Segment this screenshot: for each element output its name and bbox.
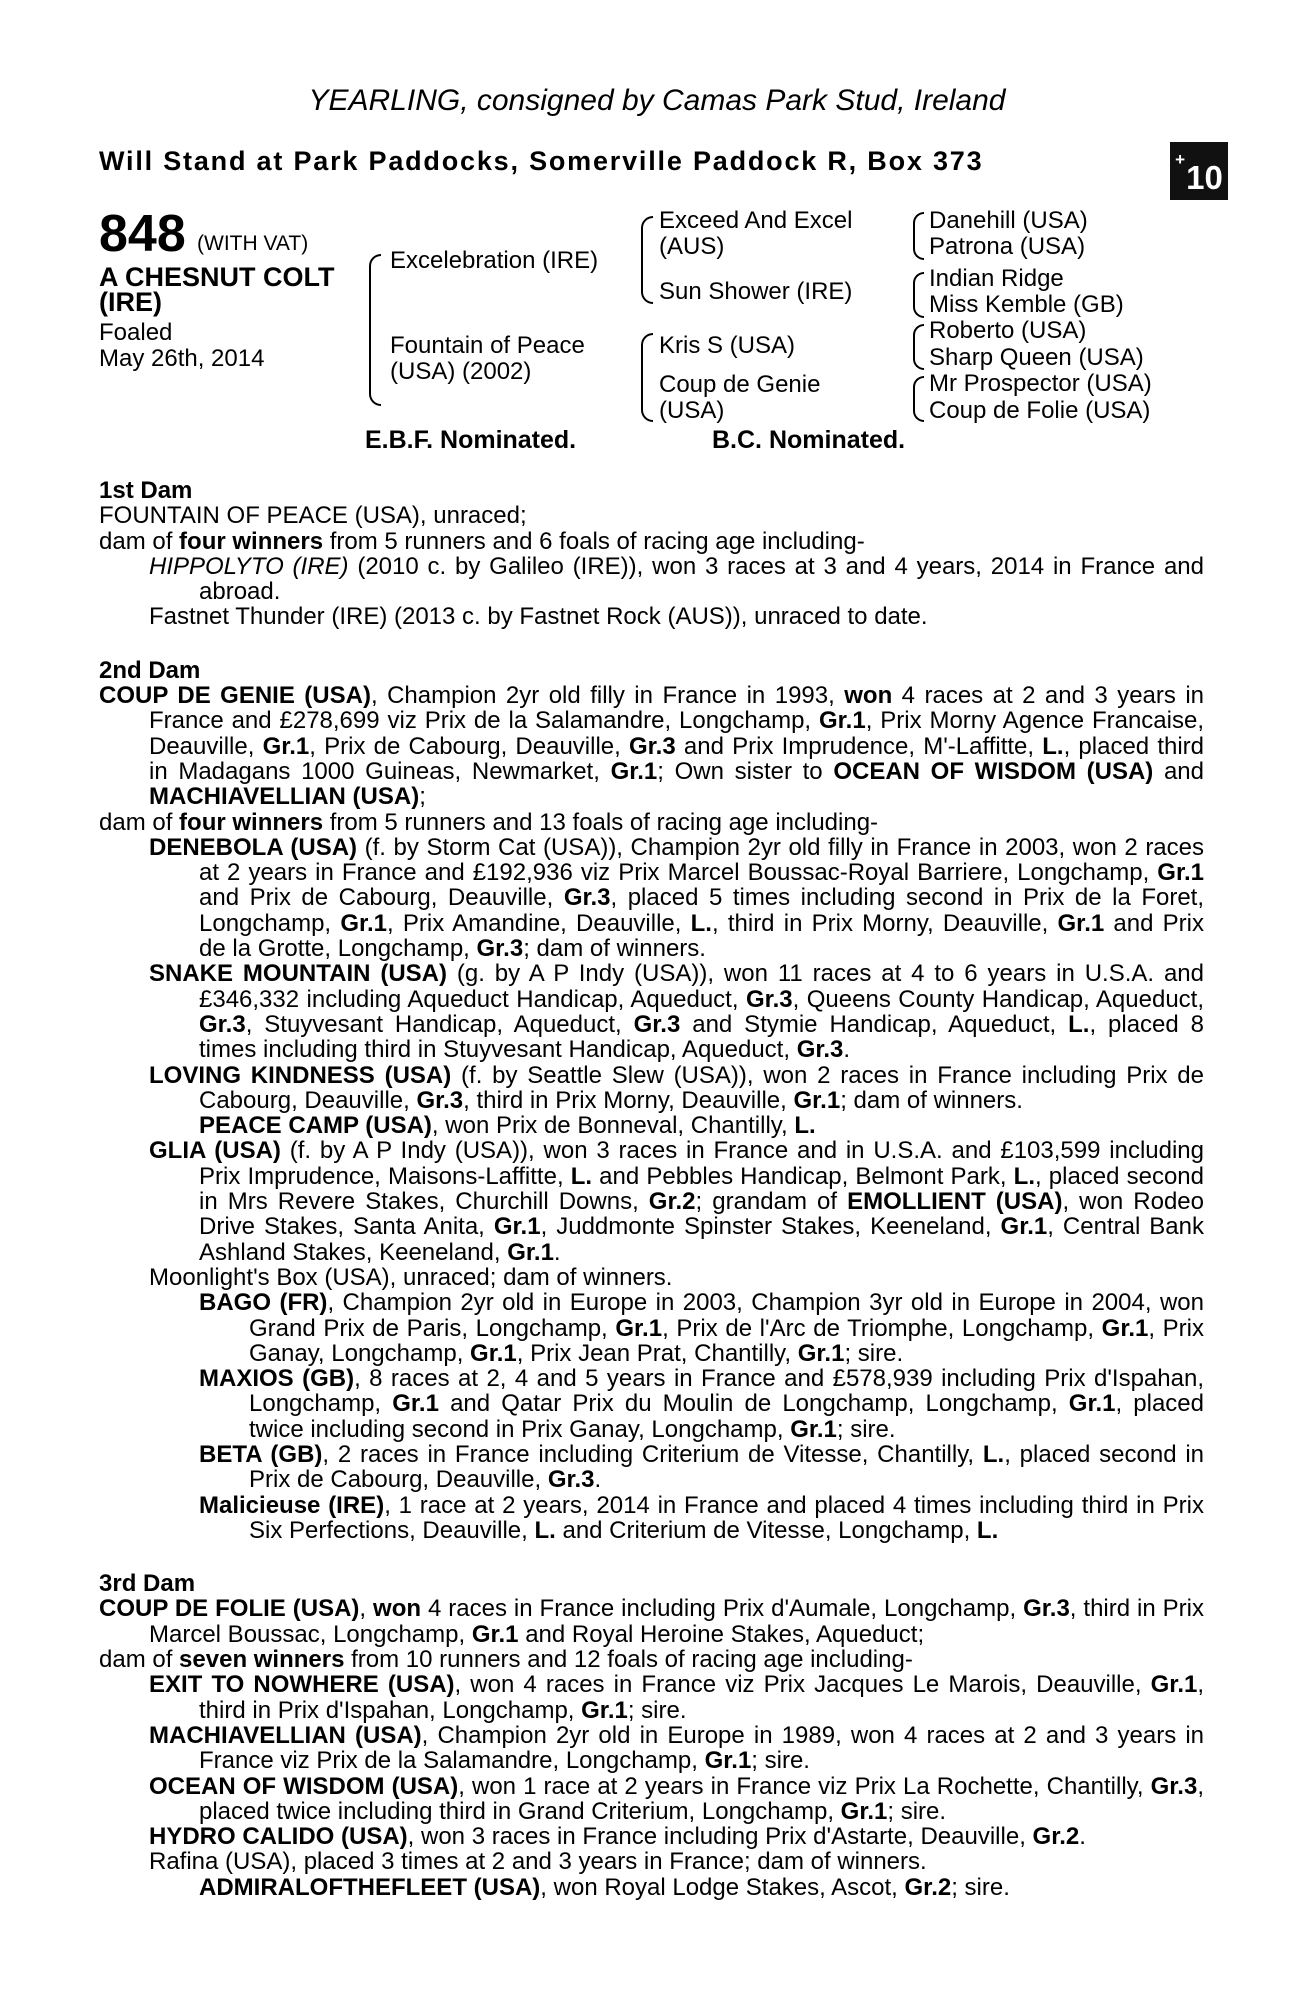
foaled-label: Foaled	[99, 319, 173, 346]
ped-g3: Indian Ridge	[929, 265, 1064, 292]
ped-dam: Fountain of Peace (USA) (2002)	[390, 332, 585, 385]
dam2-produce-loving-kindness: LOVING KINDNESS (USA) (f. by Seattle Slew (USA)), won 2 races in France including Prix de Cabourg, Deauville, Gr.3, third in Prix Morny, Deauville, Gr.1; dam of winners.	[149, 1061, 1205, 1114]
horse-description: A CHESNUT COLT (IRE)	[99, 262, 335, 317]
dam2-produce-maxios: MAXIOS (GB), 8 races at 2, 4 and 5 years in France and £578,939 including Prix d'Ispahan, Longchamp, Gr.1 and Qatar Prix du Moulin de Longchamp, Longchamp, Gr.1, placed twice including second in Prix Ganay, Longchamp, Gr.1; sire.	[199, 1365, 1205, 1443]
ped-g2: Patrona (USA)	[929, 233, 1086, 260]
dam2-produce-peace-camp: PEACE CAMP (USA), won Prix de Bonneval, Chantilly, L.	[199, 1112, 816, 1140]
dam2-produce-snake-mountain: SNAKE MOUNTAIN (USA) (g. by A P Indy (USA)), won 11 races at 4 to 6 years in U.S.A. and £346,332 including Aqueduct Handicap, Aqueduct, Gr.3, Queens County Handicap, Aqueduct, Gr.3, Stuyvesant Handicap, Aqueduct, Gr.3 and Stymie Handicap, Aqueduct, L., placed 8 times including third in Stuyvesant Handicap, Aqueduct, Gr.3.	[149, 960, 1205, 1064]
ped-g5: Roberto (USA)	[929, 317, 1087, 344]
catalogue-body	[99, 478, 1204, 1900]
dam1-winners: four winners	[179, 527, 324, 555]
hippolyto-name: HIPPOLYTO (IRE)	[149, 552, 349, 580]
brace-g56	[913, 324, 924, 370]
vat-note: (WITH VAT)	[197, 232, 309, 255]
dam3-produce-admiralofthefleet: ADMIRALOFTHEFLEET (USA), won Royal Lodge Stakes, Ascot, Gr.2; sire.	[199, 1873, 1010, 1901]
dam1-damof: dam of	[99, 527, 180, 555]
dam3-heading: 3rd Dam	[99, 1570, 196, 1598]
dam1-produce-hippolyto	[99, 554, 1204, 605]
ped-g6: Sharp Queen (USA)	[929, 344, 1144, 371]
dam3-produce-machiavellian: MACHIAVELLIAN (USA), Champion 2yr old in Europe in 1989, won 4 races at 2 and 3 years in France viz Prix de la Salamandre, Longchamp, Gr.1; sire.	[149, 1721, 1205, 1775]
dam2-produce-summary: dam of four winners from 5 runners and 13 foals of racing age including-	[99, 808, 879, 836]
badge-plus: +	[1175, 150, 1186, 169]
dam2-produce-denebola: DENEBOLA (USA) (f. by Storm Cat (USA)), Champion 2yr old filly in France in 2003, won 2 races at 2 years in France and £192,936 viz Prix Marcel Boussac-Royal Barriere, Longchamp, Gr.1 and Prix de Cabourg, Deauville, Gr.3, placed 5 times including second in Prix de la Foret, Longchamp, Gr.1, Prix Amandine, Deauville, L., third in Prix Morny, Deauville, Gr.1 and Prix de la Grotte, Longchamp, Gr.3; dam of winners.	[149, 833, 1205, 963]
ped-sire: Excelebration (IRE)	[390, 247, 599, 274]
ebf-nominated: E.B.F. Nominated.	[365, 426, 577, 454]
foaled-date: May 26th, 2014	[99, 345, 265, 372]
dam3-produce-exit-to-nowhere: EXIT TO NOWHERE (USA), won 4 races in France viz Prix Jacques Le Marois, Deauville, Gr.1, third in Prix d'Ispahan, Longchamp, Gr.1; sire.	[149, 1671, 1205, 1724]
bc-nominated: B.C. Nominated.	[712, 426, 906, 454]
dam2-produce-malicieuse: Malicieuse (IRE), 1 race at 2 years, 2014 in France and placed 4 times including third in Prix Six Perfections, Deauville, L. and Criterium de Vitesse, Longchamp, L.	[199, 1491, 1204, 1544]
brace-sire-line	[641, 216, 653, 304]
dam2-produce-moonlights-box: Moonlight's Box (USA), unraced; dam of winners.	[149, 1263, 673, 1291]
dam3-produce-summary: dam of seven winners from 10 runners and 12 foals of racing age including-	[99, 1646, 913, 1674]
dam3-record: COUP DE FOLIE (USA), won 4 races in France including Prix d'Aumale, Longchamp, Gr.3, third in Prix Marcel Boussac, Longchamp, Gr.1 and Royal Heroine Stakes, Aqueduct;	[99, 1595, 1204, 1648]
hippolyto-record: (2010 c. by Galileo (IRE)), won 3 races at 3 and 4 years, 2014 in France and abroad.	[199, 552, 1205, 606]
dam1-runners: from 5 runners and 6 foals of racing age including-	[323, 527, 865, 555]
brace-g34	[913, 272, 924, 318]
ped-g7: Mr Prospector (USA)	[929, 370, 1152, 397]
ped-g1: Danehill (USA)	[929, 207, 1088, 234]
ped-sire-dam: Sun Shower (IRE)	[659, 278, 853, 305]
lot-number: 848	[99, 205, 186, 263]
dam2-record: COUP DE GENIE (USA), Champion 2yr old filly in France in 1993, won 4 races at 2 and 3 years in France and £278,699 viz Prix de la Salamandre, Longchamp, Gr.1, Prix Morny Agence Francaise, Deauville, Gr.1, Prix de Cabourg, Deauville, Gr.3 and Prix Imprudence, M'-Laffitte, L., placed third in Madagans 1000 Guineas, Newmarket, Gr.1; Own sister to OCEAN OF WISDOM (USA) and MACHIAVELLIAN (USA);	[99, 682, 1205, 811]
dam2-produce-bago: BAGO (FR), Champion 2yr old in Europe in 2003, Champion 3yr old in Europe in 2004, won Grand Prix de Paris, Longchamp, Gr.1, Prix de l'Arc de Triomphe, Longchamp, Gr.1, Prix Ganay, Longchamp, Gr.1, Prix Jean Prat, Chantilly, Gr.1; sire.	[199, 1289, 1204, 1367]
lot-badge	[1170, 142, 1228, 200]
ped-g8: Coup de Folie (USA)	[929, 397, 1151, 424]
dam3-produce-ocean-of-wisdom: OCEAN OF WISDOM (USA), won 1 race at 2 years in France viz Prix La Rochette, Chantilly, Gr.3, placed twice including third in Grand Criterium, Longchamp, Gr.1; sire.	[149, 1772, 1204, 1825]
dam1-produce-summary	[99, 529, 1204, 554]
dam1-heading: 1st Dam	[99, 477, 193, 504]
dam3-produce-rafina: Rafina (USA), placed 3 times at 2 and 3 years in France; dam of winners.	[149, 1848, 927, 1876]
ped-dam-sire: Kris S (USA)	[659, 332, 796, 359]
dam1-name: FOUNTAIN OF PEACE (USA), unraced;	[99, 502, 527, 530]
ped-sire-sire: Exceed And Excel (AUS)	[659, 207, 853, 260]
brace-g12	[913, 212, 924, 260]
dam2-heading: 2nd Dam	[99, 656, 201, 684]
badge-number: 10	[1186, 159, 1223, 196]
dam2-produce-glia: GLIA (USA) (f. by A P Indy (USA)), won 3 races in France and in U.S.A. and £103,599 including Prix Imprudence, Maisons-Laffitte, L. and Pebbles Handicap, Belmont Park, L., placed second in Mrs Revere Stakes, Churchill Downs, Gr.2; grandam of EMOLLIENT (USA), won Rodeo Drive Stakes, Santa Anita, Gr.1, Juddmonte Spinster Stakes, Keeneland, Gr.1, Central Bank Ashland Stakes, Keeneland, Gr.1.	[149, 1137, 1205, 1266]
sale-header: YEARLING, consigned by Camas Park Stud, Ireland	[308, 84, 1006, 117]
dam2-produce-beta: BETA (GB), 2 races in France including Criterium de Vitesse, Chantilly, L., placed second in Prix de Cabourg, Deauville, Gr.3.	[199, 1440, 1205, 1494]
brace-g78	[913, 376, 924, 422]
stand-location: Will Stand at Park Paddocks, Somerville Paddock R, Box 373	[99, 146, 984, 176]
brace-sire-dam	[369, 254, 381, 406]
foaled-info	[99, 320, 264, 372]
ped-dam-dam: Coup de Genie (USA)	[659, 371, 821, 424]
dam1-produce-fastnet: Fastnet Thunder (IRE) (2013 c. by Fastnet Rock (AUS)), unraced to date.	[149, 603, 928, 631]
dam3-produce-hydro-calido: HYDRO CALIDO (USA), won 3 races in France including Prix d'Astarte, Deauville, Gr.2.	[149, 1823, 1086, 1851]
ped-g4: Miss Kemble (GB)	[929, 291, 1124, 318]
brace-dam-line	[641, 333, 653, 422]
